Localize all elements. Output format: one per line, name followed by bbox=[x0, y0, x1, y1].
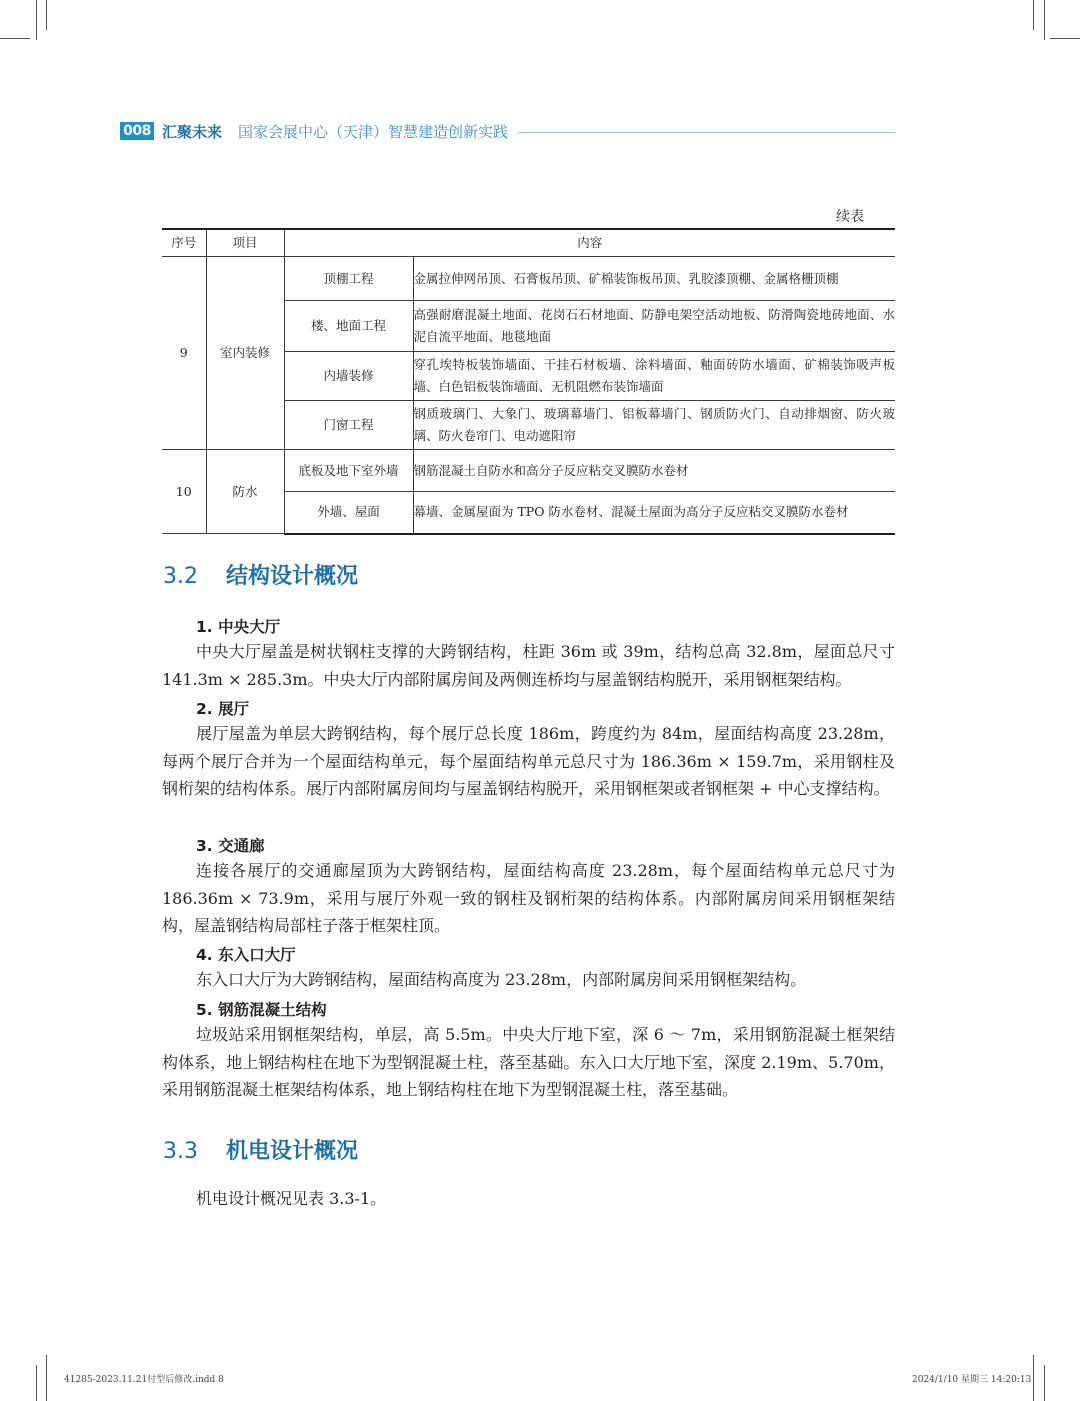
section-number: 3.3 bbox=[163, 1139, 198, 1164]
row-content: 高强耐磨混凝土地面、花岗石石材地面、防静电架空活动地板、防滑陶瓷地砖地面、水泥自流平地面、地毯地面 bbox=[413, 301, 895, 352]
col-header-content: 内容 bbox=[284, 229, 895, 257]
decoration-spec-table bbox=[162, 228, 895, 535]
page-number: 008 bbox=[120, 122, 154, 140]
footer-file-info: 41285-2023.11.21付型后修改.indd 8 bbox=[64, 1375, 224, 1385]
col-header-no: 序号 bbox=[162, 229, 206, 257]
row-subitem: 外墙、屋面 bbox=[284, 492, 413, 534]
row-subitem: 顶棚工程 bbox=[284, 257, 413, 301]
section-heading-3-2 bbox=[163, 559, 358, 590]
header-rule bbox=[518, 132, 895, 133]
subheading-central-hall: 1. 中央大厅 bbox=[196, 618, 281, 636]
col-header-item: 项目 bbox=[206, 229, 284, 257]
book-title: 国家会展中心（天津）智慧建造创新实践 bbox=[238, 123, 509, 141]
paragraph-east-entrance: 东入口大厅为大跨钢结构，屋面结构高度为 23.28m，内部附属房间采用钢框架结构。 bbox=[196, 970, 807, 989]
subheading-corridor: 3. 交通廊 bbox=[196, 837, 265, 855]
crop-mark-bottom-left-vertical-2 bbox=[46, 1355, 47, 1401]
table-continued-label: 续表 bbox=[836, 209, 864, 225]
section-heading-3-3 bbox=[163, 1134, 358, 1165]
table-header-row bbox=[162, 229, 895, 257]
row-content: 钢筋混凝土自防水和高分子反应粘交叉膜防水卷材 bbox=[413, 450, 895, 492]
table-row bbox=[162, 450, 895, 492]
subheading-rc-structure: 5. 钢筋混凝土结构 bbox=[196, 1001, 327, 1019]
row-no: 10 bbox=[162, 450, 206, 534]
section-title: 机电设计概况 bbox=[226, 1139, 359, 1164]
row-item: 室内装修 bbox=[206, 257, 284, 450]
paragraph-rc-structure: 垃圾站采用钢框架结构，单层，高 5.5m。中央大厅地下室，深 6 ～ 7m，采用钢筋混凝土框架结构体系，地上钢结构柱在地下为型钢混凝土柱，落至基础。东入口大厅地下室，深度 2.19m、5.70m，采用钢筋混凝土框架结构体系，地上钢结构柱在地下为型钢混凝土柱，落至基础。 bbox=[162, 1025, 895, 1099]
running-header bbox=[120, 121, 895, 143]
crop-mark-top-left-vertical bbox=[36, 0, 37, 40]
row-item: 防水 bbox=[206, 450, 284, 534]
row-content: 穿孔埃特板装饰墙面、干挂石材板墙、涂料墙面、釉面砖防水墙面、矿棉装饰吸声板墙、白色铝板装饰墙面、无机阻燃布装饰墙面 bbox=[413, 352, 895, 401]
crop-mark-top-right-vertical-2 bbox=[1044, 0, 1045, 40]
subheading-east-entrance: 4. 东入口大厅 bbox=[196, 946, 296, 964]
crop-mark-top-right-horizontal bbox=[1050, 38, 1080, 39]
row-subitem: 门窗工程 bbox=[284, 401, 413, 450]
crop-mark-bottom-left-vertical bbox=[36, 1365, 37, 1401]
crop-mark-top-right-vertical bbox=[1033, 0, 1034, 30]
subheading-exhibition-hall: 2. 展厅 bbox=[196, 700, 250, 718]
table-row bbox=[162, 257, 895, 301]
crop-mark-top-left-horizontal bbox=[0, 38, 30, 39]
section-title: 结构设计概况 bbox=[226, 564, 359, 589]
paragraph-corridor: 连接各展厅的交通廊屋顶为大跨钢结构，屋面结构高度 23.28m，每个屋面结构单元总尺寸为 186.36m × 73.9m，采用与展厅外观一致的钢柱及钢桁架的结构体系。内部附属房间采用钢框架结构，屋盖钢结构局部柱子落于框架柱顶。 bbox=[162, 861, 895, 935]
section-number: 3.2 bbox=[163, 564, 198, 589]
crop-mark-bottom-right-vertical bbox=[1033, 1355, 1034, 1401]
row-subitem: 底板及地下室外墙 bbox=[284, 450, 413, 492]
row-content: 钢质玻璃门、大象门、玻璃幕墙门、铝板幕墙门、钢质防火门、自动排烟窗、防火玻璃、防火卷帘门、电动遮阳帘 bbox=[413, 401, 895, 450]
row-no: 9 bbox=[162, 257, 206, 450]
paragraph-mep-overview: 机电设计概况见表 3.3-1。 bbox=[196, 1189, 387, 1208]
footer-timestamp: 2024/1/10 星期三 14:20:13 bbox=[912, 1375, 1032, 1385]
row-content: 金属拉伸网吊顶、石膏板吊顶、矿棉装饰板吊顶、乳胶漆顶棚、金属格栅顶棚 bbox=[413, 257, 895, 301]
row-subitem: 楼、地面工程 bbox=[284, 301, 413, 352]
row-subitem: 内墙装修 bbox=[284, 352, 413, 401]
series-title: 汇聚未来 bbox=[162, 123, 223, 141]
paragraph-exhibition-hall: 展厅屋盖为单层大跨钢结构，每个展厅总长度 186m，跨度约为 84m，屋面结构高度 23.28m，每两个展厅合并为一个屋面结构单元，每个屋面结构单元总尺寸为 186.36m × 159.7m，采用钢柱及钢桁架的结构体系。展厅内部附属房间均与屋盖钢结构脱开，采用钢框架或者钢框架 + 中心支撑结构。 bbox=[162, 724, 895, 798]
row-content: 幕墙、金属屋面为 TPO 防水卷材、混凝土屋面为高分子反应粘交叉膜防水卷材 bbox=[413, 492, 895, 534]
paragraph-central-hall: 中央大厅屋盖是树状钢柱支撑的大跨钢结构，柱距 36m 或 39m，结构总高 32.8m，屋面总尺寸 141.3m × 285.3m。中央大厅内部附属房间及两侧连桥均与屋盖钢结构脱开，采用钢框架结构。 bbox=[162, 642, 895, 689]
crop-mark-top-left-vertical-2 bbox=[46, 0, 47, 30]
crop-mark-bottom-right-vertical-2 bbox=[1044, 1365, 1045, 1401]
